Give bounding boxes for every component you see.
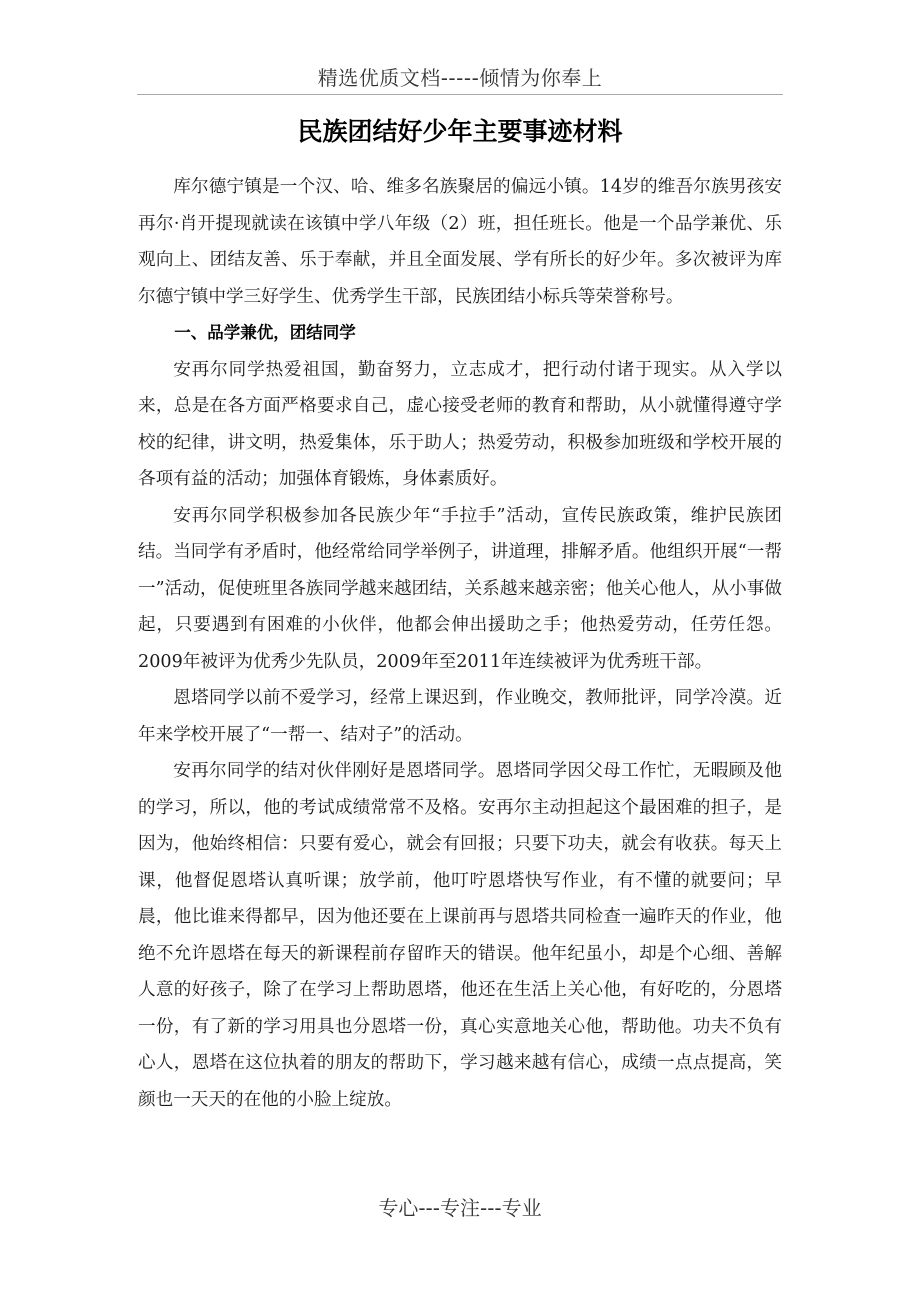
intro-paragraph: 库尔德宁镇是一个汉、哈、维多名族聚居的偏远小镇。14岁的维吾尔族男孩安再尔·肖开提现就读在该镇中学八年级（2）班，担任班长。他是一个品学兼优、乐观向上、团结友善、乐于奉献，并且全面发展、学有所长的好少年。多次被评为库尔德宁镇中学三好学生、优秀学生干部，民族团结小标兵等荣誉称号。	[138, 177, 782, 307]
section-heading: 一、品学兼优，团结同学	[174, 323, 356, 342]
body-paragraph: 安再尔同学的结对伙伴刚好是恩塔同学。恩塔同学因父母工作忙，无暇顾及他的学习，所以，他的考试成绩常常不及格。安再尔主动担起这个最困难的担子，是因为，他始终相信：只要有爱心，就会有回报；只要下功夫，就会有收获。每天上课，他督促恩塔认真听课；放学前，他叮咛恩塔快写作业，有不懂的就要问；早晨，他比谁来得都早，因为他还要在上课前再与恩塔共同检查一遍昨天的作业，他绝不允许恩塔在每天的新课程前存留昨天的错误。他年纪虽小，却是个心细、善解人意的好孩子，除了在学习上帮助恩塔，他还在生活上关心他，有好吃的，分恩塔一份，有了新的学习用具也分恩塔一份，真心实意地关心他，帮助他。功夫不负有心人，恩塔在这位执着的朋友的帮助下，学习越来越有信心，成绩一点点提高，笑颜也一天天的在他的小脸上绽放。	[138, 761, 782, 1110]
document-title: 民族团结好少年主要事迹材料	[297, 117, 623, 146]
body-paragraph: 安再尔同学积极参加各民族少年“手拉手”活动，宣传民族政策，维护民族团结。当同学有矛盾时，他经常给同学举例子，讲道理，排解矛盾。他组织开展“一帮一”活动，促使班里各族同学越来越团结，关系越来越亲密；他关心他人，从小事做起，只要遇到有困难的小伙伴，他都会伸出援助之手；他热爱劳动，任劳任怨。2009年被评为优秀少先队员，2009年至2011年连续被评为优秀班干部。	[138, 505, 782, 672]
body-paragraph: 恩塔同学以前不爱学习，经常上课迟到，作业晚交，教师批评，同学冷漠。近年来学校开展了“一帮一、结对子”的活动。	[138, 688, 782, 745]
header-divider	[137, 94, 783, 95]
body-paragraph: 安再尔同学热爱祖国，勤奋努力，立志成才，把行动付诸于现实。从入学以来，总是在各方面严格要求自己，虚心接受老师的教育和帮助，从小就懂得遵守学校的纪律，讲文明，热爱集体，乐于助人；热爱劳动，积极参加班级和学校开展的各项有益的活动；加强体育锻炼，身体素质好。	[138, 359, 782, 489]
document-body	[138, 169, 782, 1118]
page-footer: 专心---专注---专业	[378, 1196, 542, 1220]
page-header: 精选优质文档-----倾情为你奉上	[317, 66, 603, 90]
